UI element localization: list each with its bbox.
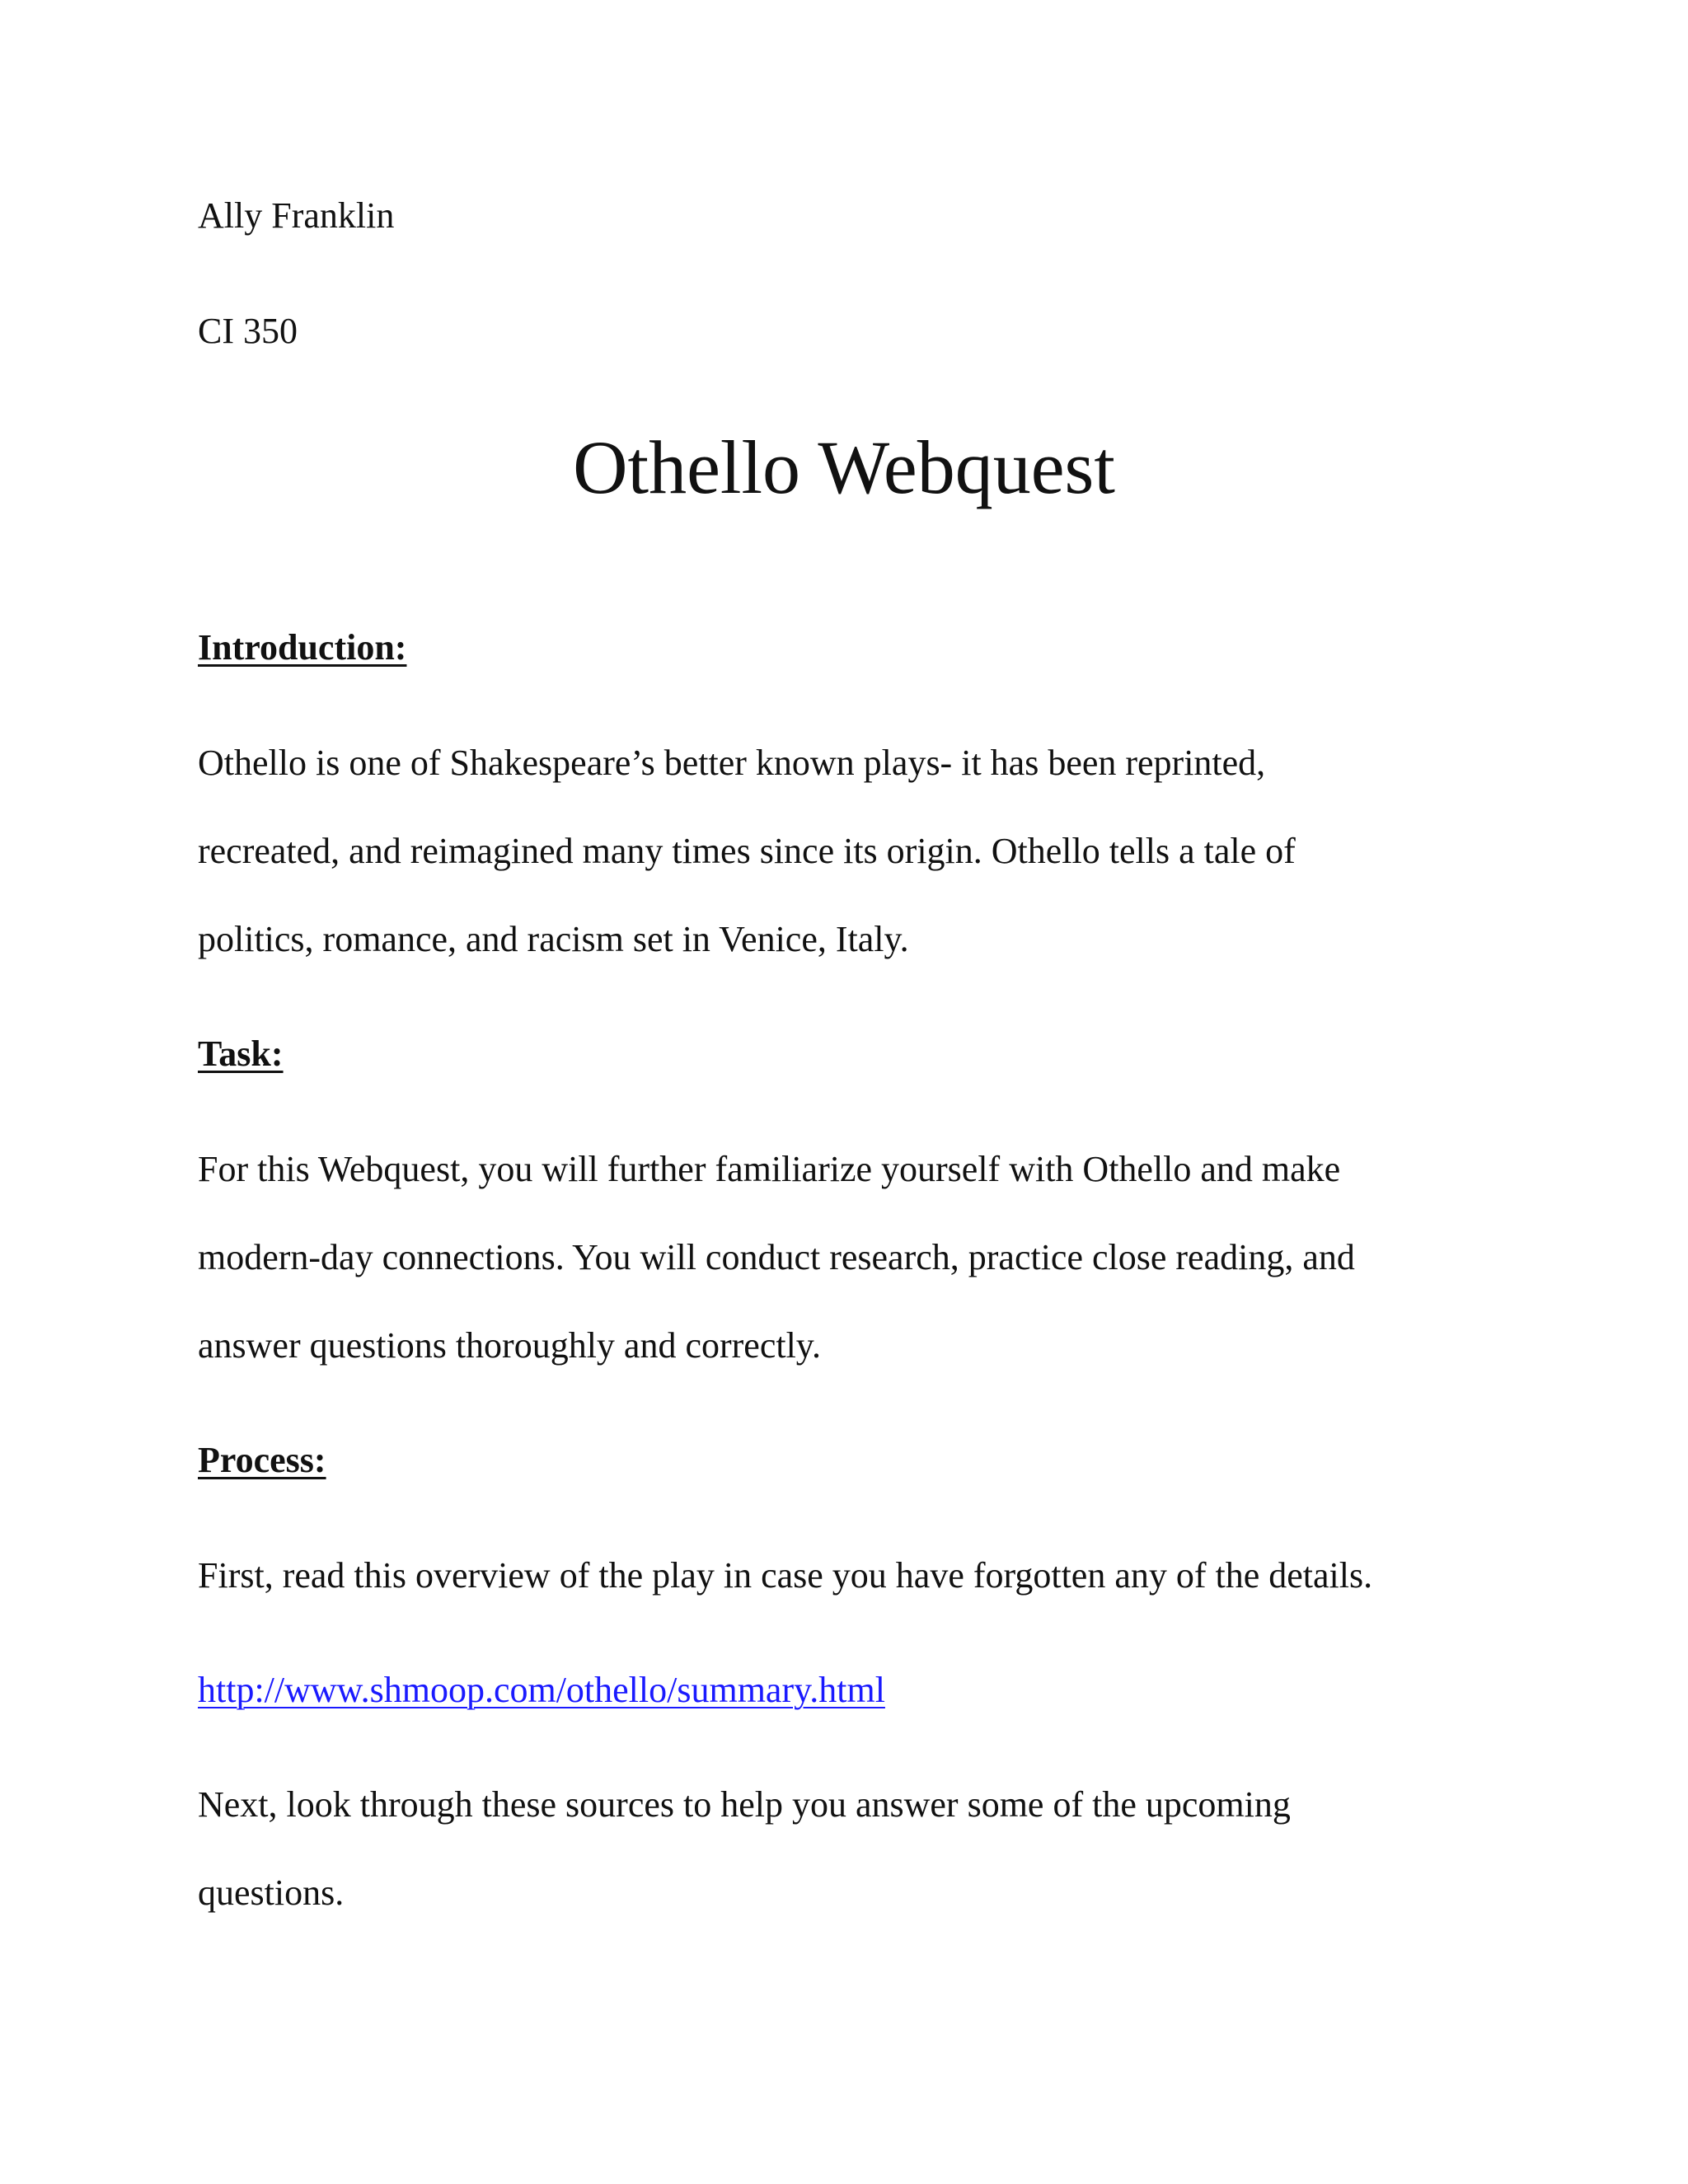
- process-next-line-2: questions.: [198, 1872, 345, 1913]
- task-line-1: For this Webquest, you will further familiarize yourself with Othello and make: [198, 1149, 1341, 1189]
- document-title: Othello Webquest: [573, 425, 1115, 509]
- course-code: CI 350: [198, 311, 298, 351]
- introduction-line-2: recreated, and reimagined many times since its origin. Othello tells a tale of: [198, 831, 1296, 871]
- introduction-line-1: Othello is one of Shakespeare’s better known plays- it has been reprinted,: [198, 743, 1266, 783]
- process-intro: First, read this overview of the play in case you have forgotten any of the details.: [198, 1555, 1373, 1596]
- process-next-line-1: Next, look through these sources to help you answer some of the upcoming: [198, 1784, 1291, 1825]
- introduction-line-3: politics, romance, and racism set in Venice, Italy.: [198, 919, 909, 959]
- author-name: Ally Franklin: [198, 195, 395, 236]
- summary-link[interactable]: http://www.shmoop.com/othello/summary.html: [198, 1670, 885, 1710]
- task-heading: Task:: [198, 1033, 284, 1074]
- process-heading: Process:: [198, 1440, 326, 1480]
- task-line-3: answer questions thoroughly and correctly.: [198, 1325, 821, 1366]
- task-line-2: modern-day connections. You will conduct research, practice close reading, and: [198, 1237, 1355, 1277]
- introduction-heading: Introduction:: [198, 627, 407, 668]
